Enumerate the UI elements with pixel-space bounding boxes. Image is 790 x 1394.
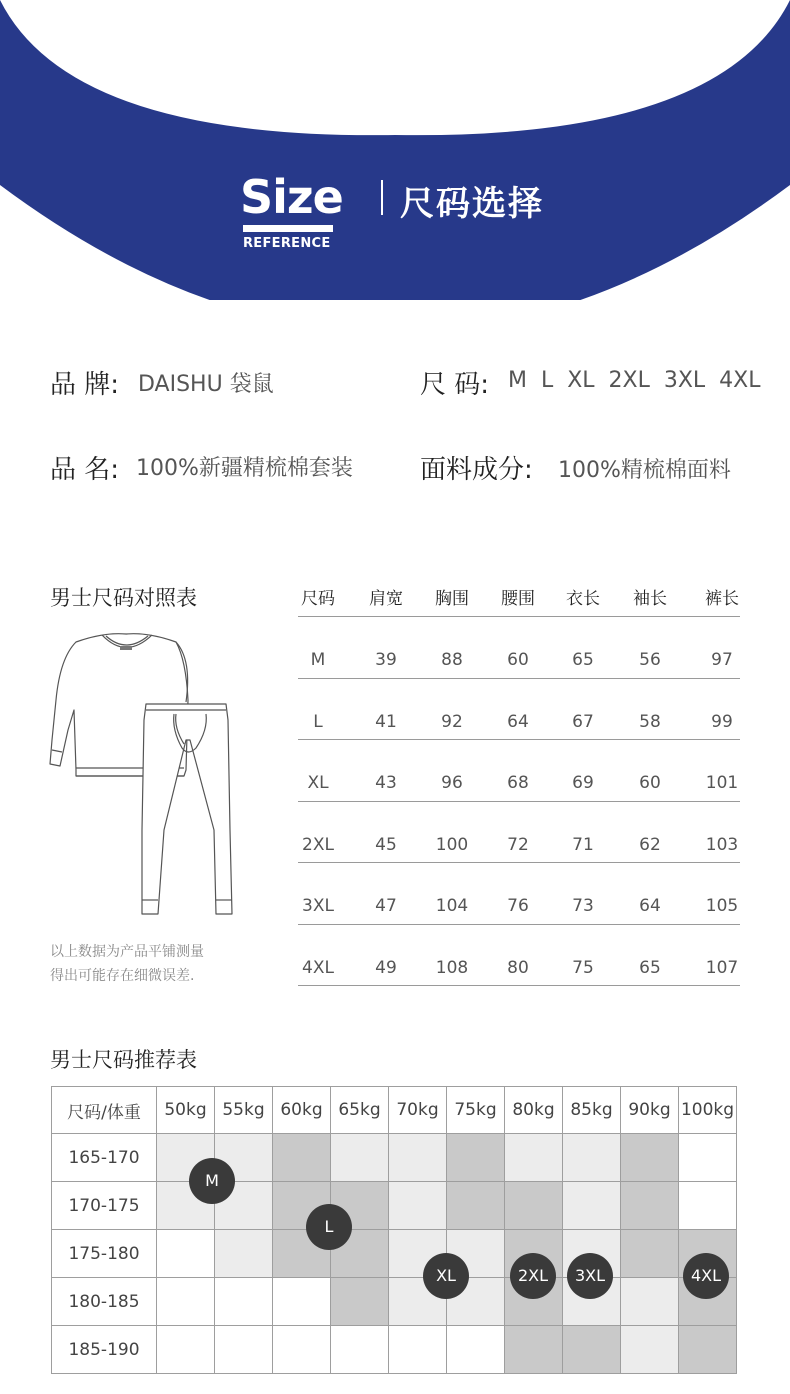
measure-value-cell: 88 — [441, 650, 463, 670]
brand-label: 品 牌: — [50, 370, 120, 400]
height-header-cell: 165-170 — [52, 1134, 157, 1182]
measure-value-cell: 104 — [435, 896, 469, 916]
recommend-cell — [447, 1182, 505, 1230]
measure-value-cell: 64 — [639, 896, 661, 916]
size-badge: 2XL — [510, 1253, 556, 1299]
measure-row-divider — [298, 924, 740, 925]
measure-value-cell: 62 — [639, 834, 661, 855]
height-header-cell: 175-180 — [52, 1230, 157, 1278]
recommend-cell — [157, 1278, 215, 1326]
size-badge: L — [306, 1204, 352, 1250]
recommend-cell — [215, 1326, 273, 1374]
recommend-cell — [273, 1278, 331, 1326]
recommend-cell — [389, 1326, 447, 1374]
size-badge: XL — [423, 1253, 469, 1299]
measure-header-cell: 裤长 — [705, 589, 739, 609]
measure-value-cell: 92 — [441, 711, 463, 732]
weight-header-cell: 85kg — [563, 1087, 621, 1134]
recommend-cell — [215, 1278, 273, 1326]
weight-header-cell: 75kg — [447, 1087, 505, 1134]
measure-value-cell: 49 — [375, 957, 397, 978]
measure-value-cell: 65 — [572, 650, 594, 670]
measure-value-cell: 41 — [375, 711, 397, 732]
recommend-cell — [389, 1182, 447, 1230]
sizes-value: M L XL 2XL 3XL 4XL — [508, 368, 761, 393]
measure-size-cell: 3XL — [302, 896, 334, 916]
title-divider — [381, 180, 383, 215]
measure-value-cell: 99 — [711, 711, 733, 732]
recommend-cell — [621, 1230, 679, 1278]
measure-value-cell: 107 — [705, 957, 739, 978]
measure-value-cell: 39 — [375, 650, 397, 670]
recommend-table-title: 男士尺码推荐表 — [50, 1048, 197, 1072]
recommend-cell — [679, 1182, 737, 1230]
measure-note-2: 得出可能存在细微误差. — [50, 968, 195, 984]
weight-header-cell: 60kg — [273, 1087, 331, 1134]
size-underline — [243, 225, 333, 232]
recommend-cell — [273, 1326, 331, 1374]
measure-value-cell: 60 — [639, 773, 661, 793]
measure-header-cell: 胸围 — [435, 589, 469, 609]
size-title: Size — [240, 170, 343, 224]
measure-value-cell: 105 — [705, 896, 739, 916]
recommend-cell — [215, 1230, 273, 1278]
recommend-cell — [621, 1278, 679, 1326]
recommend-cell — [505, 1182, 563, 1230]
recommend-table — [51, 1086, 737, 1374]
recommend-cell — [621, 1134, 679, 1182]
measure-value-cell: 75 — [572, 957, 594, 978]
measure-value-cell: 65 — [639, 957, 661, 978]
recommend-cell — [157, 1326, 215, 1374]
recommend-cell — [157, 1230, 215, 1278]
measure-size-cell: L — [313, 711, 323, 732]
measure-value-cell: 96 — [441, 773, 463, 793]
weight-header-cell: 55kg — [215, 1087, 273, 1134]
measure-value-cell: 97 — [711, 650, 733, 670]
height-header-cell: 170-175 — [52, 1182, 157, 1230]
measure-value-cell: 80 — [507, 957, 529, 978]
measure-header-cell: 袖长 — [633, 589, 667, 609]
measure-value-cell: 101 — [705, 773, 739, 793]
measure-value-cell: 72 — [507, 834, 529, 855]
measure-value-cell: 69 — [572, 773, 594, 793]
measure-row-divider — [298, 801, 740, 802]
recommend-cell — [273, 1134, 331, 1182]
recommend-cell — [679, 1134, 737, 1182]
recommend-cell — [447, 1134, 505, 1182]
recommend-cell — [331, 1326, 389, 1374]
measure-value-cell: 60 — [507, 650, 529, 670]
recommend-cell — [679, 1326, 737, 1374]
fabric-value: 100%精梳棉面料 — [558, 458, 731, 483]
recommend-cell — [563, 1182, 621, 1230]
measure-row-divider — [298, 985, 740, 986]
product-name-value: 100%新疆精梳棉套装 — [136, 456, 353, 481]
weight-header-cell: 50kg — [157, 1087, 215, 1134]
size-badge: 4XL — [683, 1253, 729, 1299]
measure-value-cell: 71 — [572, 834, 594, 855]
measure-table-title: 男士尺码对照表 — [50, 586, 197, 610]
header-banner — [0, 0, 790, 300]
recommend-cell — [621, 1182, 679, 1230]
measure-row-divider — [298, 739, 740, 740]
product-name-label: 品 名: — [50, 455, 120, 485]
measure-note-1: 以上数据为产品平铺测量 — [50, 944, 204, 960]
size-badge: 3XL — [567, 1253, 613, 1299]
measure-value-cell: 68 — [507, 773, 529, 793]
weight-header-cell: 70kg — [389, 1087, 447, 1134]
size-title-cn: 尺码选择 — [400, 184, 544, 224]
measure-size-cell: 2XL — [302, 834, 334, 855]
measure-header-cell: 尺码 — [301, 589, 335, 609]
weight-header-cell: 90kg — [621, 1087, 679, 1134]
measure-value-cell: 56 — [639, 650, 661, 670]
fabric-label: 面料成分: — [420, 455, 533, 485]
recommend-cell — [563, 1134, 621, 1182]
measure-row-divider — [298, 678, 740, 679]
size-badge: M — [189, 1158, 235, 1204]
recommend-cell — [389, 1134, 447, 1182]
measure-value-cell: 43 — [375, 773, 397, 793]
recommend-cell — [447, 1326, 505, 1374]
recommend-cell — [621, 1326, 679, 1374]
thermal-set-illustration — [46, 630, 246, 920]
measure-value-cell: 45 — [375, 834, 397, 855]
measure-value-cell: 100 — [435, 834, 469, 855]
weight-header-cell: 80kg — [505, 1087, 563, 1134]
measure-header-cell: 肩宽 — [369, 589, 403, 609]
measure-value-cell: 73 — [572, 896, 594, 916]
measure-size-cell: 4XL — [302, 957, 334, 978]
measure-value-cell: 108 — [435, 957, 469, 978]
measure-header-cell: 衣长 — [566, 589, 600, 609]
recommend-cell — [505, 1326, 563, 1374]
measure-header-cell: 腰围 — [501, 589, 535, 609]
sizes-label: 尺 码: — [420, 370, 490, 400]
corner-header-cell: 尺码/体重 — [52, 1087, 157, 1134]
brand-value: DAISHU 袋鼠 — [138, 372, 274, 397]
height-header-cell: 185-190 — [52, 1326, 157, 1374]
measure-value-cell: 47 — [375, 896, 397, 916]
measure-row-divider — [298, 616, 740, 617]
weight-header-cell: 65kg — [331, 1087, 389, 1134]
recommend-cell — [563, 1326, 621, 1374]
measure-size-cell: XL — [307, 773, 329, 793]
measure-value-cell: 67 — [572, 711, 594, 732]
recommend-cell — [331, 1134, 389, 1182]
measure-value-cell: 103 — [705, 834, 739, 855]
weight-header-cell: 100kg — [679, 1087, 737, 1134]
recommend-cell — [505, 1134, 563, 1182]
measure-row-divider — [298, 862, 740, 863]
measure-value-cell: 58 — [639, 711, 661, 732]
reference-label: REFERENCE — [243, 236, 331, 251]
height-header-cell: 180-185 — [52, 1278, 157, 1326]
recommend-cell — [331, 1278, 389, 1326]
measure-value-cell: 64 — [507, 711, 529, 732]
measure-size-cell: M — [310, 650, 326, 670]
measure-value-cell: 76 — [507, 896, 529, 916]
